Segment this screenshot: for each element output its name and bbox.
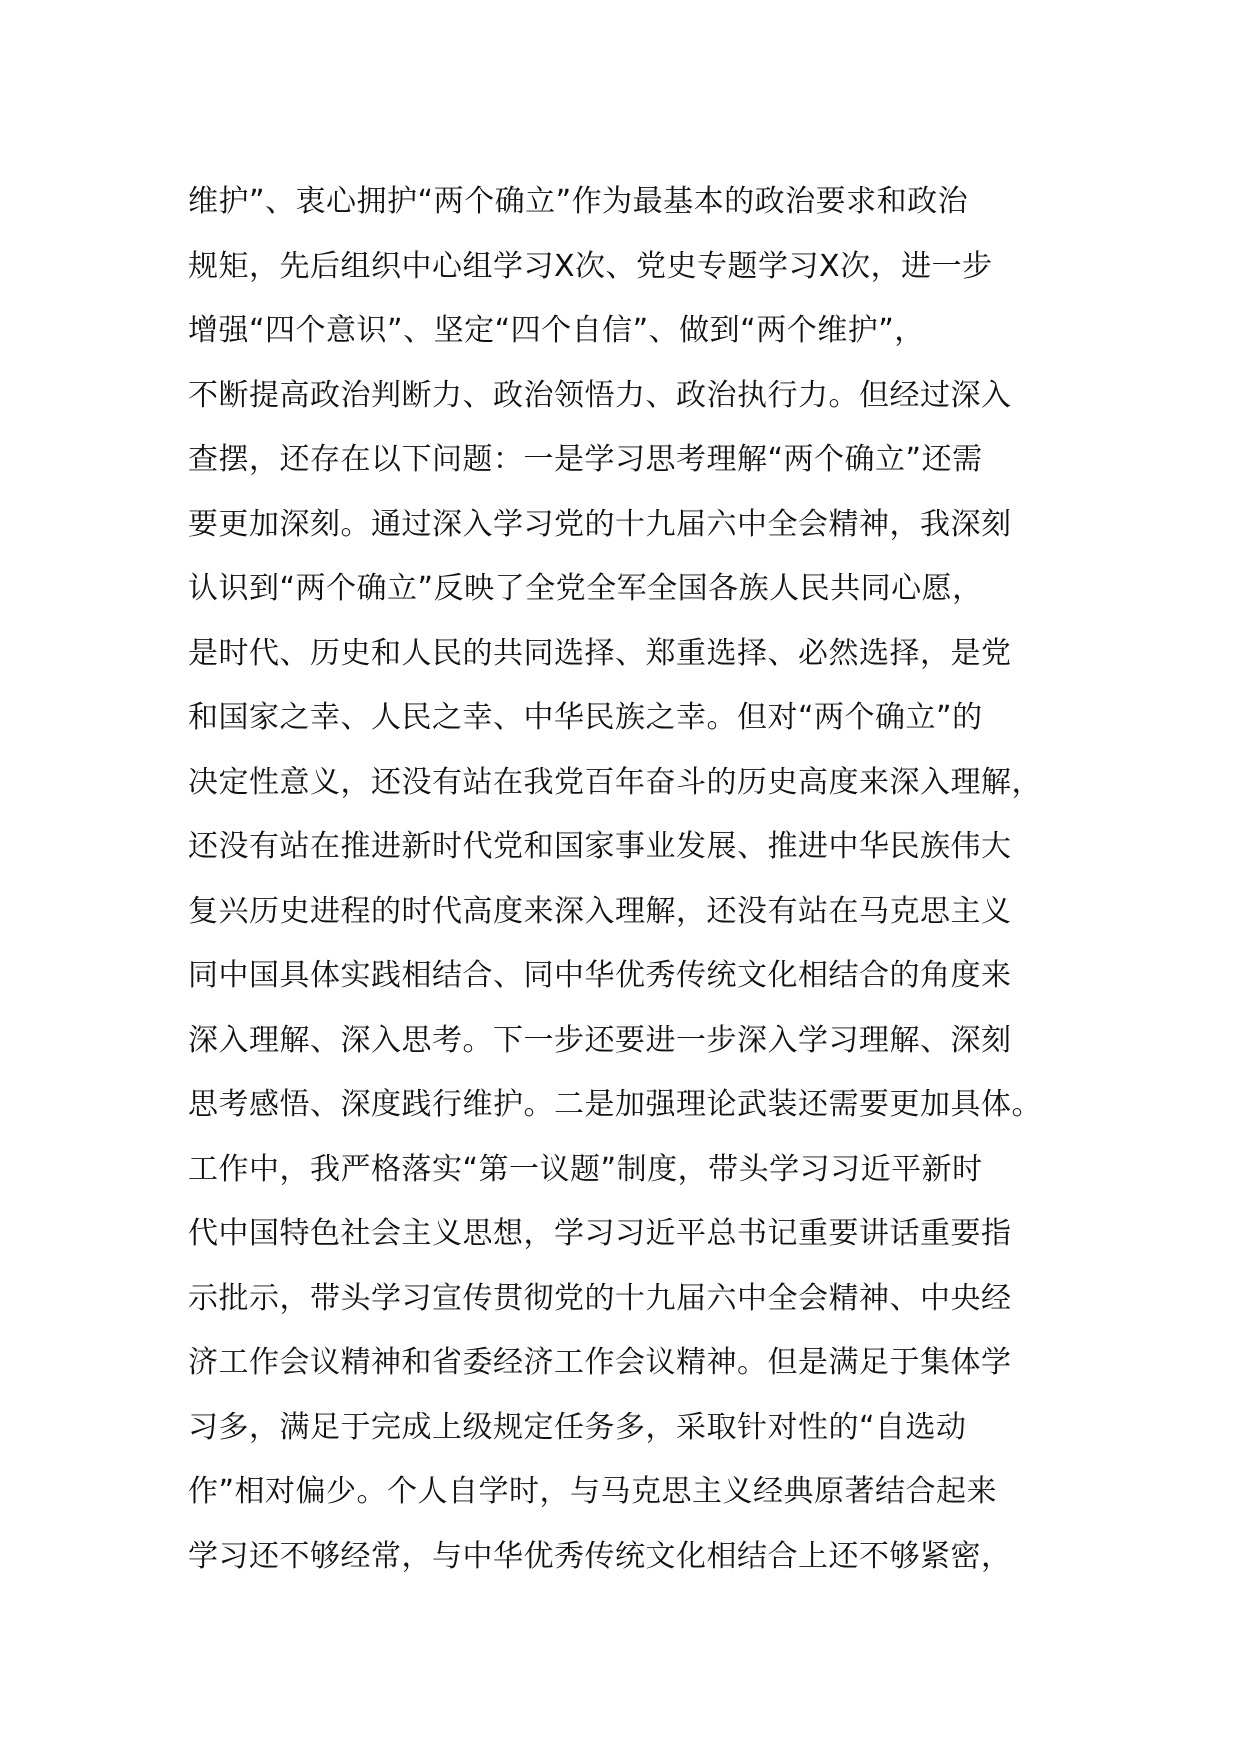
text-line: 是时代、历史和人民的共同选择、郑重选择、必然选择，是党: [188, 635, 1012, 671]
text-line: 深入理解、深入思考。下一步还要进一步深入学习理解、深刻: [188, 1022, 1012, 1058]
text-line: 思考感悟、深度践行维护。二是加强理论武装还需要更加具体。: [188, 1087, 1042, 1122]
text-line: 维护”、衷心拥护“两个确立”作为最基本的政治要求和政治: [188, 184, 969, 219]
text-line: 代中国特色社会主义思想，学习习近平总书记重要讲话重要指: [188, 1216, 1012, 1251]
text-line: 济工作会议精神和省委经济工作会议精神。但是满足于集体学: [188, 1345, 1012, 1380]
body-text: [188, 170, 1088, 1589]
text-line: 学习还不够经常，与中华优秀传统文化相结合上还不够紧密，: [188, 1538, 1012, 1574]
text-line: 还没有站在推进新时代党和国家事业发展、推进中华民族伟大: [188, 829, 1012, 864]
text-line: 习多，满足于完成上级规定任务多，采取针对性的“自选动: [188, 1409, 967, 1445]
text-line: 同中国具体实践相结合、同中华优秀传统文化相结合的角度来: [188, 958, 1012, 993]
text-line: 规矩，先后组织中心组学习X次、党史专题学习X次，进一步: [188, 248, 993, 284]
text-line: 认识到“两个确立”反映了全党全军全国各族人民共同心愿，: [188, 571, 983, 606]
text-line: 增强“四个意识”、坚定“四个自信”、做到“两个维护”，: [188, 313, 925, 348]
text-line: 工作中，我严格落实“第一议题”制度，带头学习习近平新时: [188, 1151, 983, 1187]
text-line: 不断提高政治判断力、政治领悟力、政治执行力。但经过深入: [188, 377, 1012, 413]
text-line: 决定性意义，还没有站在我党百年奋斗的历史高度来深入理解，: [188, 764, 1042, 800]
text-line: 作”相对偏少。个人自学时，与马克思主义经典原著结合起来: [188, 1474, 998, 1509]
text-line: 查摆，还存在以下问题：一是学习思考理解“两个确立”还需: [188, 442, 983, 477]
text-line: 和国家之幸、人民之幸、中华民族之幸。但对“两个确立”的: [188, 700, 983, 735]
text-line: 示批示，带头学习宣传贯彻党的十九届六中全会精神、中央经: [188, 1280, 1012, 1316]
text-line: 复兴历史进程的时代高度来深入理解，还没有站在马克思主义: [188, 893, 1012, 929]
text-line: 要更加深刻。通过深入学习党的十九届六中全会精神，我深刻: [188, 506, 1012, 542]
